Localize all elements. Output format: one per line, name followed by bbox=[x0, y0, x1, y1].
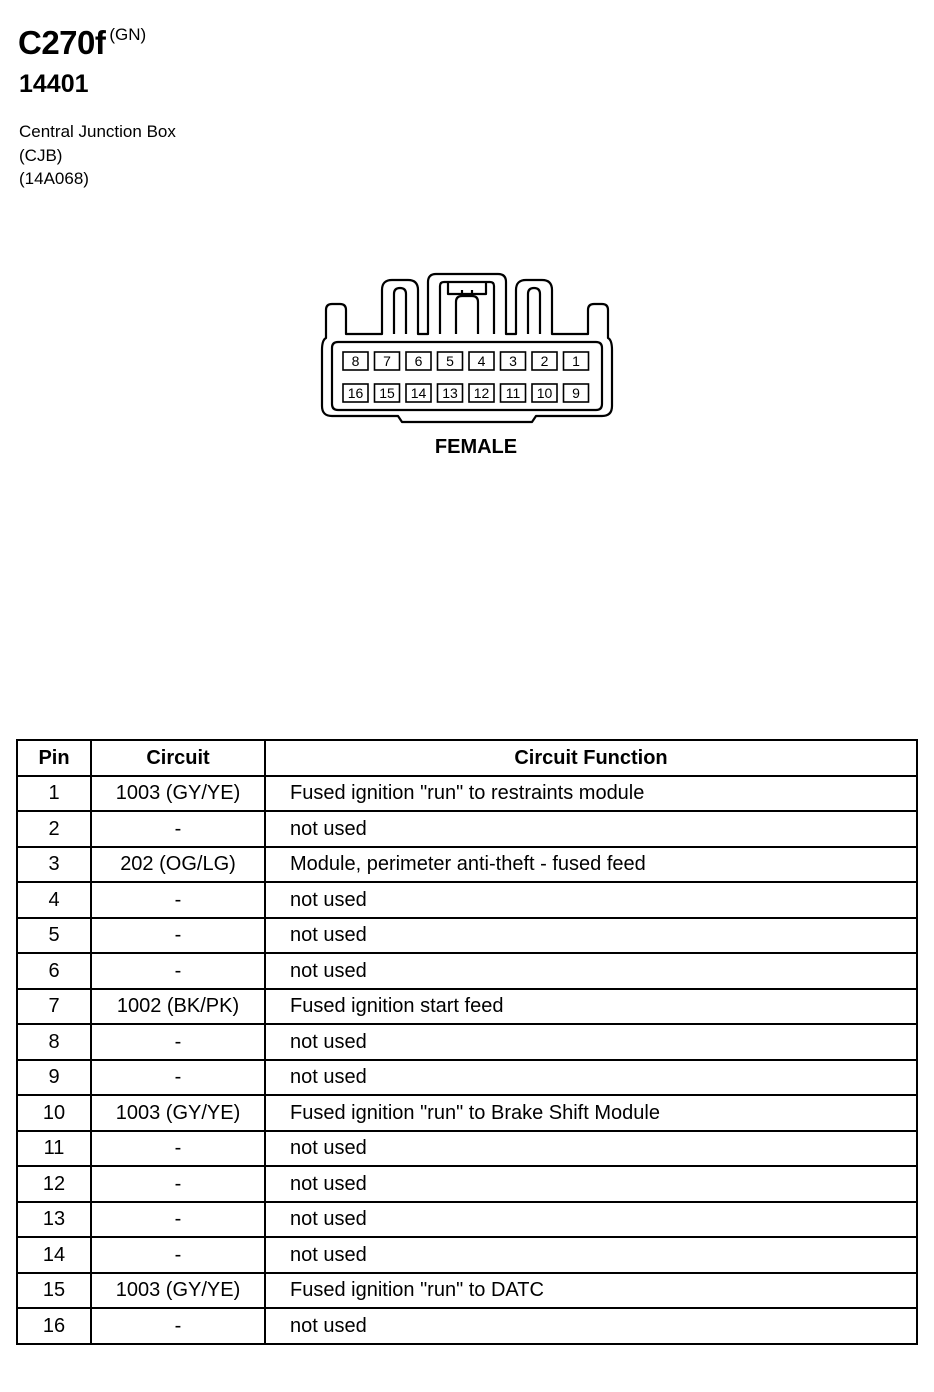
circuit-cell: - bbox=[91, 1202, 265, 1238]
circuit-cell: 1003 (GY/YE) bbox=[91, 776, 265, 812]
circuit-cell: - bbox=[91, 1237, 265, 1273]
function-cell: Fused ignition "run" to restraints module bbox=[265, 776, 917, 812]
table-row bbox=[17, 1131, 917, 1167]
function-cell: not used bbox=[265, 1166, 917, 1202]
function-cell: not used bbox=[265, 1131, 917, 1167]
pin-cell: 12 bbox=[17, 1166, 91, 1202]
pin-labels-top bbox=[352, 353, 581, 369]
table-row bbox=[17, 882, 917, 918]
pin-number-label: 1 bbox=[572, 353, 580, 369]
table-row bbox=[17, 811, 917, 847]
function-cell: Fused ignition "run" to Brake Shift Module bbox=[265, 1095, 917, 1131]
table-row bbox=[17, 1308, 917, 1344]
connector-gender-label: FEMALE bbox=[434, 436, 518, 458]
table-row bbox=[17, 1024, 917, 1060]
pin-cell: 13 bbox=[17, 1202, 91, 1238]
pin-cell: 16 bbox=[17, 1308, 91, 1344]
pin-labels-bottom bbox=[348, 385, 580, 401]
column-header-circuit: Circuit bbox=[91, 740, 265, 776]
pin-number-label: 13 bbox=[442, 385, 458, 401]
pin-number-label: 11 bbox=[505, 385, 521, 401]
circuit-cell: 1003 (GY/YE) bbox=[91, 1273, 265, 1309]
pin-number-label: 15 bbox=[379, 385, 395, 401]
table-row bbox=[17, 1237, 917, 1273]
connector-color-code: (GN) bbox=[109, 25, 147, 44]
circuit-cell: 1003 (GY/YE) bbox=[91, 1095, 265, 1131]
table-row bbox=[17, 1166, 917, 1202]
pin-number-label: 14 bbox=[410, 385, 427, 401]
function-cell: not used bbox=[265, 953, 917, 989]
circuit-cell: 202 (OG/LG) bbox=[91, 847, 265, 883]
pin-cell: 8 bbox=[17, 1024, 91, 1060]
function-cell: not used bbox=[265, 811, 917, 847]
circuit-cell: - bbox=[91, 1024, 265, 1060]
table-row bbox=[17, 1095, 917, 1131]
pin-cell: 4 bbox=[17, 882, 91, 918]
function-cell: not used bbox=[265, 1202, 917, 1238]
table-row bbox=[17, 918, 917, 954]
pin-number-label: 9 bbox=[572, 385, 580, 401]
function-cell: not used bbox=[265, 1308, 917, 1344]
pin-number-label: 10 bbox=[536, 385, 553, 401]
function-cell: not used bbox=[265, 882, 917, 918]
circuit-cell: - bbox=[91, 953, 265, 989]
center-lock-nub bbox=[448, 282, 486, 294]
cavity-top-row bbox=[343, 352, 589, 370]
pin-cell: 2 bbox=[17, 811, 91, 847]
connector-inner-outline bbox=[332, 342, 602, 410]
table-row bbox=[17, 776, 917, 812]
center-lock-window bbox=[456, 296, 478, 334]
pin-number-label: 3 bbox=[509, 353, 517, 369]
table-row bbox=[17, 989, 917, 1025]
pin-cell: 3 bbox=[17, 847, 91, 883]
description-line: (14A068) bbox=[19, 169, 89, 188]
function-cell: Fused ignition "run" to DATC bbox=[265, 1273, 917, 1309]
column-header-pin: Pin bbox=[17, 740, 91, 776]
function-cell: Fused ignition start feed bbox=[265, 989, 917, 1025]
function-cell: not used bbox=[265, 1024, 917, 1060]
function-cell: not used bbox=[265, 1237, 917, 1273]
pin-number-label: 4 bbox=[477, 353, 486, 369]
circuit-cell: - bbox=[91, 1308, 265, 1344]
table-row bbox=[17, 1060, 917, 1096]
circuit-cell: - bbox=[91, 1166, 265, 1202]
pin-number-label: 2 bbox=[540, 353, 549, 369]
pin-number-label: 7 bbox=[383, 353, 391, 369]
description-line: (CJB) bbox=[19, 146, 63, 165]
circuit-cell: - bbox=[91, 1131, 265, 1167]
table-header-row bbox=[17, 740, 917, 776]
table-row bbox=[17, 847, 917, 883]
table-row bbox=[17, 953, 917, 989]
left-latch-slot bbox=[394, 288, 406, 334]
circuit-cell: - bbox=[91, 1060, 265, 1096]
circuit-cell: - bbox=[91, 882, 265, 918]
description-line: Central Junction Box bbox=[19, 122, 176, 141]
pin-cell: 9 bbox=[17, 1060, 91, 1096]
connector-face-diagram bbox=[310, 272, 624, 436]
circuit-cell: - bbox=[91, 811, 265, 847]
pinout-table bbox=[16, 739, 918, 1345]
pin-cell: 10 bbox=[17, 1095, 91, 1131]
pin-number-label: 6 bbox=[414, 353, 423, 369]
table-row bbox=[17, 1202, 917, 1238]
pin-number-label: 5 bbox=[446, 353, 454, 369]
connector-title bbox=[18, 24, 146, 62]
function-cell: not used bbox=[265, 1060, 917, 1096]
part-number: 14401 bbox=[19, 70, 89, 98]
pin-number-label: 8 bbox=[351, 353, 360, 369]
pin-number-label: 12 bbox=[473, 385, 490, 401]
pin-number-label: 16 bbox=[347, 385, 364, 401]
pin-cell: 5 bbox=[17, 918, 91, 954]
table-row bbox=[17, 1273, 917, 1309]
pin-cell: 14 bbox=[17, 1237, 91, 1273]
right-latch-slot bbox=[528, 288, 540, 334]
pin-cell: 11 bbox=[17, 1131, 91, 1167]
pin-cell: 15 bbox=[17, 1273, 91, 1309]
pin-cell: 7 bbox=[17, 989, 91, 1025]
connector-id: C270f bbox=[18, 24, 106, 61]
pin-cell: 6 bbox=[17, 953, 91, 989]
function-cell: not used bbox=[265, 918, 917, 954]
function-cell: Module, perimeter anti-theft - fused feed bbox=[265, 847, 917, 883]
pin-cell: 1 bbox=[17, 776, 91, 812]
circuit-cell: 1002 (BK/PK) bbox=[91, 989, 265, 1025]
column-header-function: Circuit Function bbox=[265, 740, 917, 776]
circuit-cell: - bbox=[91, 918, 265, 954]
